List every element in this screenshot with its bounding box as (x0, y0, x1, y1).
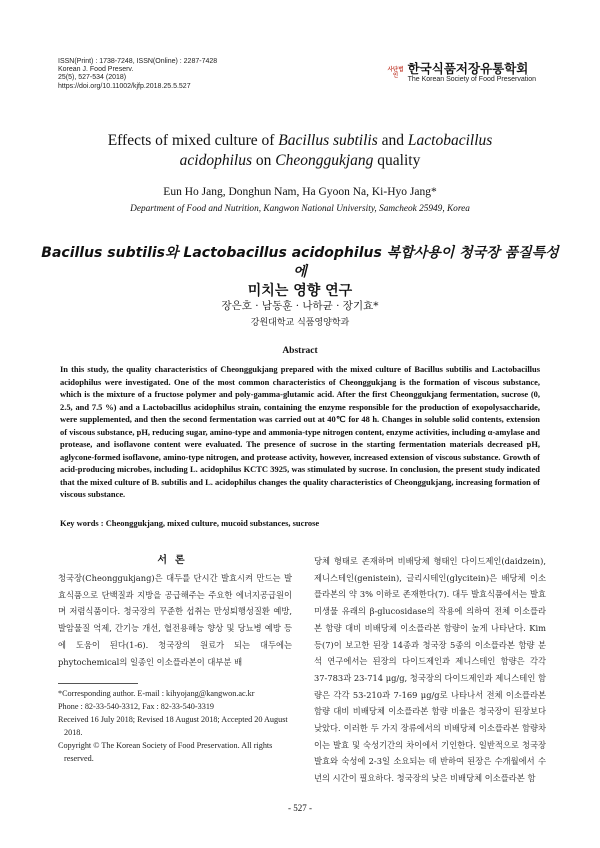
paper-title-en: Effects of mixed culture of Bacillus subtilis and Lactobacillus acidophilus on Cheonggukjang quality (107, 132, 493, 169)
corresponding-author: *Corresponding author. E-mail : kihyojang@kangwon.ac.kr (58, 689, 255, 698)
abstract-heading: Abstract (282, 346, 318, 356)
received-dates: Received 16 July 2018; Revised 18 August 2018; Accepted 20 August 2018. (58, 715, 288, 738)
affiliation-ko: 강원대학교 식품영양학과 (250, 318, 350, 328)
authors-en: Eun Ho Jang, Donghun Nam, Ha Gyoon Na, Ki-Hyo Jang* (163, 186, 437, 198)
abstract-text: In this study, the quality characteristics of Cheonggukjang prepared with the mixed culture of Bacillus subtilis and Lactobacillus acidophilus were investigated. One of the most common characteristics of Cheonggukjang is the formation of viscous substance, which is the mixture of a fructose polymer and poly-gamma-glutamic acid. After the first Cheonggukjang fermentation, sucrose (0, 2.5, and 7.5 %) and a Lactobacillus acidophilus strain, containing the enzyme responsible for the production of exopolysaccharide, were supplemented, and then the second fermentation was carried out at 40℃ for 48 h. Changes in soluble solid contents, extension of viscous substance, pH, reducing sugar, amino-type and ammonia-type nitrogen content, enzyme activities, including α-amylase and protease, and isoflavone content were evaluated. The presence of sucrose in the starting fermentation materials decreased pH, aglycone-formed isoflavone, amino-type nitrogen, and protease activity, however, increased extension of viscous substance. Growth of acid-producing microbes, including L. acidophilus KCTC 3925, was stimulated by sucrose. In conclusion, the present study indicated that the mixed culture of B. subtilis and L. acidophilus changes the quality characteristics of Cheonggukjang, increasing formation of viscous substance. (60, 364, 540, 500)
journal-info (58, 58, 217, 91)
paper-title-ko: Bacillus subtilis와 Lactobacillus acidophilus 복합사용이 청국장 품질특성에 미치는 영향 연구 (41, 245, 559, 299)
journal-name: Korean J. Food Preserv. (58, 66, 134, 74)
society-name-ko: 한국식품저장유통학회 (407, 61, 529, 76)
society-name-en: The Korean Society of Food Preservation (407, 76, 536, 83)
doi-link[interactable]: https://doi.org/10.11002/kjfp.2018.25.5.527 (58, 82, 191, 90)
contact-phone: Phone : 82-33-540-3312, Fax : 82-33-540-3319 (58, 702, 215, 712)
intro-left-column: 청국장(Cheonggukjang)은 대두를 단시간 발효시켜 만드는 발효식품으로 단백질과 지방을 공급해주는 주요한 에너지공급원이며 저렴식품이다. 청국장의 꾸준한 섭취는 만성퇴행성질환 예방, 발암물질 억제, 간기능 개선, 혈전용해능 향상 및 당뇨병 예방 등에 도움이 된다(1-6). 청국장의 원료가 되는 대두에는 phytochemical의 일종인 이소플라본이 대부분 배 (58, 573, 292, 667)
keywords-list: Cheonggukjang, mixed culture, mucoid substances, sucrose (103, 518, 320, 528)
volume-pages: 25(5), 527-534 (2018) (58, 74, 127, 82)
footnote (58, 687, 292, 766)
copyright: Copyright © The Korean Society of Food Preservation. All rights reserved. (58, 741, 273, 764)
section-heading-intro: 서론 (157, 555, 193, 566)
society-logo (387, 62, 536, 84)
intro-right-column: 당체 형태로 존재하며 비배당체 형태인 다이드제인(daidzein), 제니스테인(genistein), 글리시테인(glycitein)은 배당체 이소플라본의 약 3% 이하로 존재한다(7). 대두 발효식품에서는 발효미생물 유래의 β-glucosidase의 작용에 의하여 전체 이소플라본 함량 대비 비배당체 이소플라본 함량이 높게 나타난다. Kim 등(7)이 보고한 된장 14종과 청국장 5종의 이소플라본 함량 분석 연구에서는 된장의 다이드제인과 제니스테인 함량은 각각 37-783과 23-714 μg/g, 청국장의 다이드제인과 제니스테인 함량은 각각 53-210과 7-169 μg/g로 나타나서 전체 이소플라본 함량 대비 비배당체 이소플라본 함량 비율은 청국장이 된장보다 낮았다. 이러한 두 가지 장류에서의 비배당체 이소플라본 함량차이는 발효 및 숙성기간의 차이에서 기인한다. 일반적으로 청국장 발효와 숙성에 2-3일 소요되는 데 반하여 된장은 수개월에서 수년의 시간이 필요하다. 청국장의 낮은 비배당체 이소플라본 함 (314, 556, 546, 784)
logo-mark: 사단법인 (387, 66, 404, 79)
issn-line: ISSN(Print) : 1738-7248, ISSN(Online) : 2287-7428 (58, 58, 218, 65)
keywords-label: Key words : (60, 518, 104, 528)
keywords (60, 518, 540, 528)
footnote-divider (58, 683, 138, 684)
affiliation-en: Department of Food and Nutrition, Kangwon National University, Samcheok 25949, Korea (130, 204, 470, 214)
page-number: - 527 - (288, 803, 312, 813)
authors-ko: 장은호 · 남동훈 · 나하균 · 장기효* (221, 300, 379, 312)
